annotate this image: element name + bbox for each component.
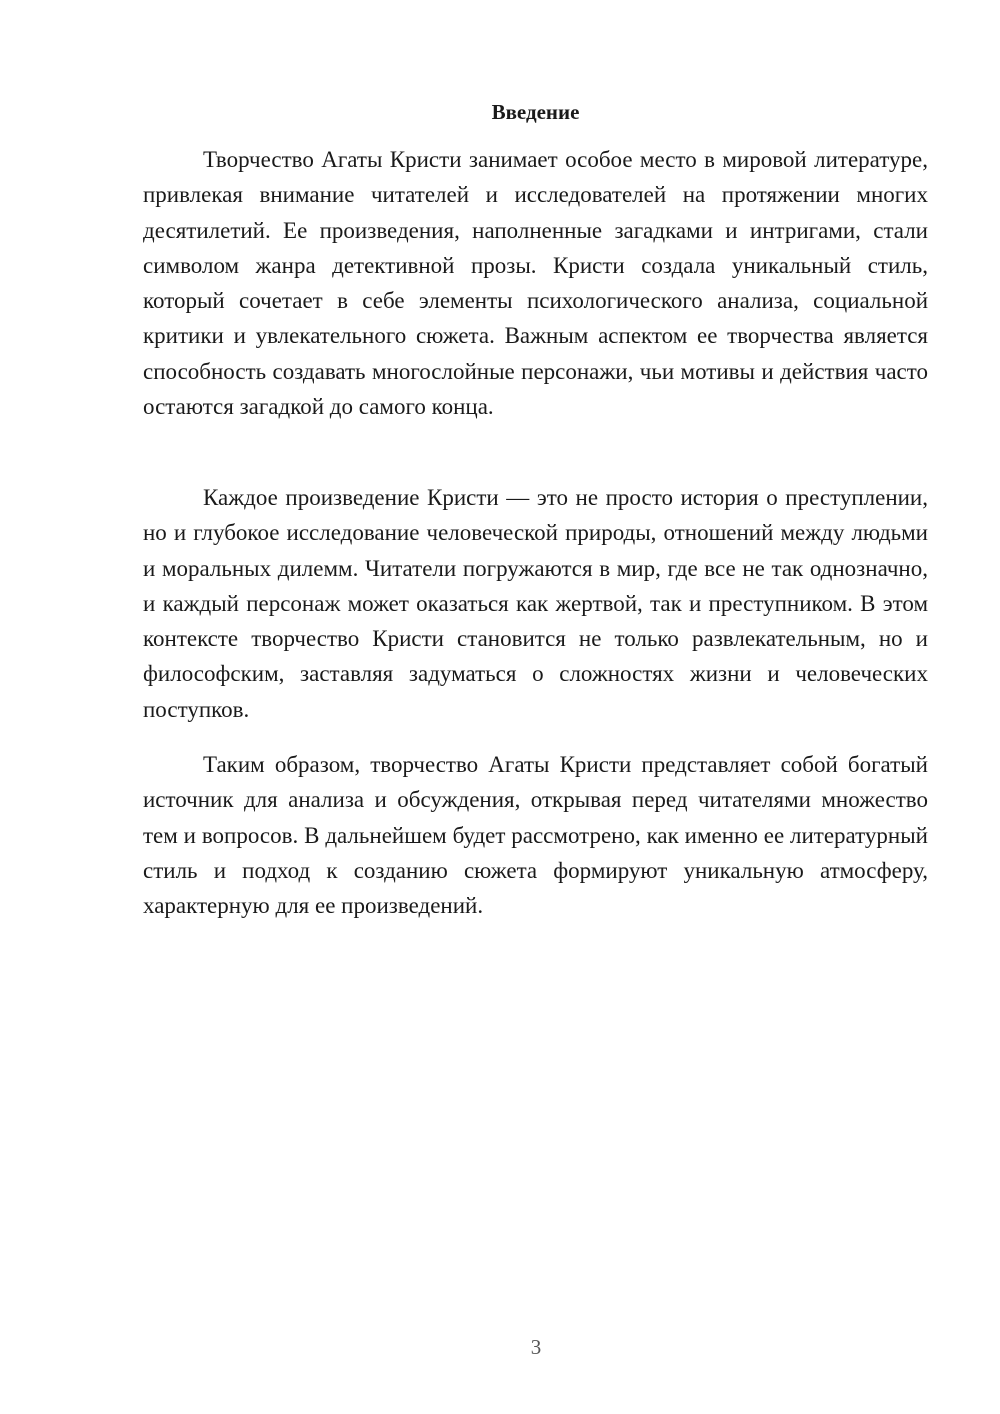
page-number: 3	[530, 1335, 542, 1359]
paragraph-3: Таким образом, творчество Агаты Кристи представляет собой богатый источник для анализа и обсуждения, открывая перед читателями множество тем и вопросов. В дальнейшем будет рассмотрено, как именно ее литературный стиль и подход к созданию сюжета формируют уникальную атмосферу, характерную для ее произведений.	[143, 752, 928, 919]
paragraph-1: Творчество Агаты Кристи занимает особое место в мировой литературе, привлекая внимание читателей и исследователей на протяжении многих десятилетий. Ее произведения, наполненные загадками и интригами, стали символом жанра детективной прозы. Кристи создала уникальный стиль, который сочетает в себе элементы психологического анализа, социальной критики и увлекательного сюжета. Важным аспектом ее творчества является способность создавать многослойные персонажи, чьи мотивы и действия часто остаются загадкой до самого конца.	[143, 147, 928, 420]
section-title: Введение	[491, 100, 580, 124]
paragraph-2: Каждое произведение Кристи — это не просто история о преступлении, но и глубокое исследование человеческой природы, отношений между людьми и моральных дилемм. Читатели погружаются в мир, где все не так однозначно, и каждый персонаж может оказаться как жертвой, так и преступником. В этом контексте творчество Кристи становится не только развлекательным, но и философским, заставляя задуматься о сложностях жизни и человеческих поступков.	[143, 485, 928, 722]
